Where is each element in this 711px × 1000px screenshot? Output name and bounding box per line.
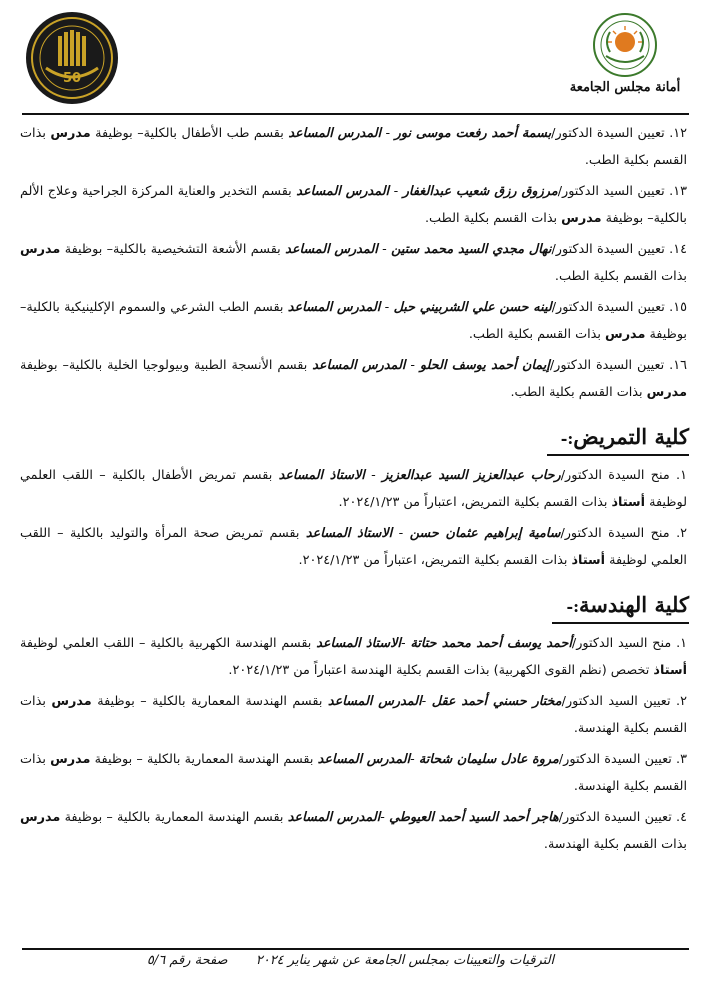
item-department: بقسم تمريض الأطفال بالكلية – اللقب العلمي لوظيفة xyxy=(20,468,687,510)
university-logo xyxy=(569,12,681,95)
decision-item xyxy=(20,746,689,800)
item-closing: بذات القسم بكلية الطب. xyxy=(20,126,687,168)
new-position: مدرس xyxy=(20,810,61,825)
new-position: أستاذ xyxy=(571,553,606,568)
section-heading xyxy=(552,590,689,624)
item-number: ١٥. xyxy=(669,300,687,315)
item-number: ٢. xyxy=(676,526,688,541)
item-separator: - xyxy=(400,636,411,651)
page-number: صفحة رقم ٥/٦ xyxy=(146,953,228,968)
item-number: ١. xyxy=(676,636,688,651)
item-separator: - xyxy=(389,184,403,199)
item-number: ١٦. xyxy=(669,358,687,373)
person-name: مرزوق رزق شعيب عبدالغفار xyxy=(402,184,558,199)
item-intro: منح السيدة الدكتور/ xyxy=(560,526,670,541)
item-number: ١٤. xyxy=(669,242,687,257)
decision-item xyxy=(20,688,689,742)
item-separator: - xyxy=(364,468,383,483)
item-closing: تخصص (نظم القوى الكهربية) بذات القسم بكلية الهندسة اعتباراً من ٢٠٢٤/١/٢٣. xyxy=(228,663,654,678)
decision-item xyxy=(20,352,689,406)
item-number: ١٣. xyxy=(669,184,687,199)
new-position: مدرس xyxy=(50,752,91,767)
item-intro: تعيين السيد الدكتور/ xyxy=(561,694,671,709)
item-separator: - xyxy=(405,358,420,373)
item-closing: بذات القسم بكلية الهندسة. xyxy=(543,837,687,852)
item-number: ١٢. xyxy=(669,126,688,141)
item-intro: منح السيدة الدكتور/ xyxy=(560,468,670,483)
decision-item xyxy=(20,804,689,858)
new-position: مدرس xyxy=(605,327,646,342)
item-department: بقسم الهندسة المعمارية بالكلية – بوظيفة xyxy=(91,694,328,709)
item-department: بقسم الأشعة التشخيصية بالكلية– بوظيفة xyxy=(60,242,286,257)
item-department: بقسم الأنسجة الطبية وبيولوجيا الخلية بالكلية– بوظيفة xyxy=(20,358,313,373)
item-intro: تعيين السيدة الدكتور/ xyxy=(558,810,672,825)
item-intro: منح السيد الدكتور/ xyxy=(571,636,672,651)
person-name: بسمة أحمد رفعت موسى نور xyxy=(394,126,552,141)
decision-item xyxy=(20,120,689,174)
item-intro: تعيين السيد الدكتور/ xyxy=(557,184,665,199)
section-heading xyxy=(547,422,689,456)
current-rank: المدرس المساعد xyxy=(317,752,411,767)
decision-item xyxy=(20,236,689,290)
footer-title: الترقيات والتعيينات بمجلس الجامعة عن شهر يناير ٢٠٢٤ xyxy=(255,953,555,968)
person-name: هاجر أحمد السيد أحمد العيوطي xyxy=(389,810,559,825)
jubilee-logo xyxy=(24,10,120,106)
new-position: مدرس xyxy=(50,126,91,141)
item-number: ٢. xyxy=(676,694,687,709)
item-intro: تعيين السيدة الدكتور/ xyxy=(551,300,665,315)
person-name: مروة عادل سليمان شحاتة xyxy=(418,752,559,767)
person-name: سامية إبراهيم عثمان حسن xyxy=(409,526,561,541)
item-closing: بذات القسم بكلية الطب. xyxy=(554,269,687,284)
new-position: مدرس xyxy=(20,242,61,257)
item-closing: بذات القسم بكلية التمريض، اعتباراً من ٢٠٢٤/١/٢٣. xyxy=(298,553,572,568)
item-intro: تعيين السيدة الدكتور/ xyxy=(549,358,665,373)
item-closing: بذات القسم بكلية الطب. xyxy=(510,385,647,400)
item-separator: - xyxy=(421,694,432,709)
page-footer xyxy=(130,953,571,968)
current-rank: المدرس المساعد xyxy=(312,358,406,373)
golden-jubilee-emblem-icon xyxy=(24,10,120,106)
person-name: لينه حسن علي الشربيني حبل xyxy=(393,300,552,315)
item-intro: تعيين السيدة الدكتور/ xyxy=(558,752,672,767)
item-separator: - xyxy=(380,810,390,825)
item-intro: تعيين السيدة الدكتور/ xyxy=(551,126,665,141)
person-name: إيمان أحمد يوسف الحلو xyxy=(419,358,550,373)
document-body xyxy=(20,120,689,862)
current-rank: الاستاذ المساعد xyxy=(278,468,365,483)
mansoura-university-seal-icon xyxy=(592,12,658,78)
item-department: بقسم تمريض صحة المرأة والتوليد بالكلية – اللقب العلمي لوظيفة xyxy=(20,526,687,568)
section-heading-suffix: :- xyxy=(566,597,580,616)
current-rank: المدرس المساعد xyxy=(285,242,378,257)
section-heading-text: كلية الهندسة xyxy=(579,592,689,617)
item-department: بقسم الطب الشرعي والسموم الإكلينيكية بالكلية– بوظيفة xyxy=(20,300,687,342)
council-secretariat-label: أمانة مجلس الجامعة xyxy=(569,80,681,95)
decision-item xyxy=(20,520,689,574)
item-number: ٣. xyxy=(676,752,687,767)
item-separator: - xyxy=(392,526,410,541)
item-separator: - xyxy=(380,300,394,315)
new-position: مدرس xyxy=(646,385,687,400)
decision-item xyxy=(20,462,689,516)
section-heading-text: كلية التمريض xyxy=(573,424,689,449)
item-department: بقسم طب الأطفال بالكلية– بوظيفة xyxy=(90,126,289,141)
person-name: أحمد يوسف أحمد محمد حتاتة xyxy=(410,636,572,651)
item-intro: تعيين السيدة الدكتور/ xyxy=(551,242,665,257)
new-position: أستاذ xyxy=(611,495,646,510)
current-rank: الاستاذ المساعد xyxy=(316,636,401,651)
section-heading-suffix: :- xyxy=(560,429,574,448)
item-department: بقسم الهندسة المعمارية بالكلية – بوظيفة xyxy=(60,810,288,825)
current-rank: المدرس المساعد xyxy=(327,694,422,709)
item-separator: - xyxy=(410,752,419,767)
person-name: رحاب عبدالعزيز السيد عبدالعزيز xyxy=(382,468,561,483)
person-name: مختار حسني أحمد عقل xyxy=(431,694,562,709)
decision-item xyxy=(20,294,689,348)
decision-item xyxy=(20,630,689,684)
current-rank: المدرس المساعد xyxy=(287,810,381,825)
document-header xyxy=(24,10,687,110)
item-department: بقسم الهندسة المعمارية بالكلية – بوظيفة xyxy=(90,752,318,767)
current-rank: الاستاذ المساعد xyxy=(305,526,393,541)
current-rank: المدرس المساعد xyxy=(287,300,381,315)
new-position: أستاذ xyxy=(653,663,687,678)
current-rank: المدرس المساعد xyxy=(288,126,382,141)
item-number: ٤. xyxy=(676,810,687,825)
item-separator: - xyxy=(381,126,395,141)
item-separator: - xyxy=(377,242,392,257)
decision-item xyxy=(20,178,689,232)
item-closing: بذات القسم بكلية الهندسة. xyxy=(20,752,687,794)
item-department: بقسم التخدير والعناية المركزة الجراحية وعلاج الألم بالكلية– بوظيفة xyxy=(20,184,687,226)
item-closing: بذات القسم بكلية التمريض، اعتباراً من ٢٠٢٤/١/٢٣. xyxy=(338,495,612,510)
new-position: مدرس xyxy=(561,211,602,226)
header-divider xyxy=(22,113,689,115)
footer-divider xyxy=(22,948,689,950)
svg-text:50: 50 xyxy=(62,71,82,86)
person-name: نهال مجدي السيد محمد ستين xyxy=(391,242,552,257)
item-closing: بذات القسم بكلية الطب. xyxy=(424,211,562,226)
item-number: ١. xyxy=(676,468,687,483)
item-closing: بذات القسم بكلية الطب. xyxy=(468,327,606,342)
new-position: مدرس xyxy=(51,694,92,709)
item-closing: بذات القسم بكلية الهندسة. xyxy=(20,694,687,736)
item-department: بقسم الهندسة الكهربية بالكلية – اللقب العلمي لوظيفة xyxy=(20,636,317,651)
current-rank: المدرس المساعد xyxy=(296,184,390,199)
